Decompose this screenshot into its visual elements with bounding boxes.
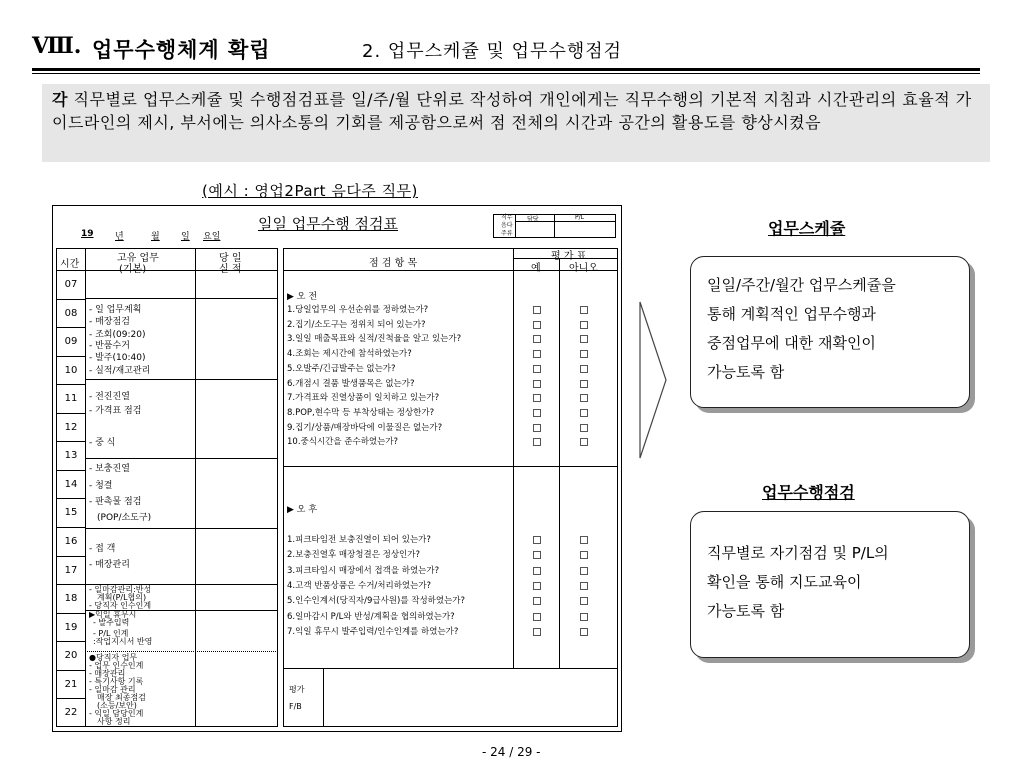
check-item: 10.중식시간을 준수하였는가?	[287, 437, 399, 448]
hour-cell: 19	[64, 621, 78, 633]
checkbox-yes[interactable]	[533, 365, 541, 373]
checkbox-no[interactable]	[580, 551, 588, 559]
check-item: 6.개점시 결품 발생품목은 없는가?	[287, 378, 415, 389]
col-yes: 예	[531, 263, 541, 274]
col-duty-1: 고유 업무	[117, 253, 159, 264]
hour-cell: 15	[64, 507, 78, 519]
checkbox-no[interactable]	[580, 306, 588, 314]
pm-label: ▶ 오 후	[287, 505, 318, 515]
checkbox-no[interactable]	[580, 409, 588, 417]
check-item: 7.익일 휴무시 발주입력/인수인계를 하였는가?	[287, 626, 459, 637]
hour-cell: 20	[64, 650, 78, 662]
duty-item: - 조회(09:20)	[89, 330, 146, 340]
approval-label-2: 음다	[501, 222, 513, 229]
hour-cell: 12	[64, 421, 78, 433]
checkbox-no[interactable]	[580, 424, 588, 432]
check-item: 8.POP,현수막 등 부착상태는 정상한가?	[287, 407, 435, 418]
form-date-weekday: 요일	[203, 232, 221, 242]
duty-item: (소등/보안)	[97, 701, 137, 710]
section-roman-numeral: Ⅷ.	[32, 33, 82, 59]
duty-item: - 매장관리	[89, 669, 126, 678]
col-result-2: 실 적	[219, 264, 242, 275]
checkbox-yes[interactable]	[533, 536, 541, 544]
col-result-1: 당 일	[219, 253, 242, 264]
schedule-line: 통해 계획적인 업무수행과	[707, 305, 876, 323]
header-rule	[32, 68, 980, 71]
duty-item: 사항 정리	[97, 717, 131, 726]
schedule-line: 가능토록 함	[707, 363, 785, 381]
check-item: 6.일마감시 P/L와 반성/계획을 협의하였는가?	[287, 611, 455, 622]
checkbox-yes[interactable]	[533, 394, 541, 402]
col-duty-2: (기본)	[119, 264, 147, 275]
approval-col-pl: P/L	[575, 214, 584, 221]
check-item: 2.보충진열후 매장청결은 정상인가?	[287, 550, 420, 561]
check-item: 1.피크타임전 보충진열이 되어 있는가?	[287, 535, 431, 545]
duty-item: :작업지시서 반영	[93, 637, 153, 646]
header-rule-thin	[32, 73, 980, 74]
checkbox-yes[interactable]	[533, 438, 541, 446]
hour-cell: 07	[64, 279, 78, 290]
check-item: 4.고객 반품상품은 수거/처리하였는가?	[287, 580, 432, 591]
hour-cell: 17	[64, 564, 78, 576]
duty-item: - 발주입력	[93, 618, 130, 627]
duty-item: ●당직자 업무	[89, 653, 138, 662]
checkbox-yes[interactable]	[533, 380, 541, 388]
page-number: - 24 / 29 -	[482, 745, 541, 759]
duty-item: - 보충진열	[89, 464, 130, 474]
duty-item: - 가격표 점검	[89, 406, 142, 416]
hour-cell: 09	[64, 336, 78, 348]
duty-item: 계획(P/L협의)	[97, 593, 147, 602]
duty-item: - 일마감 관리	[89, 685, 136, 694]
check-item: 5.인수인계서(당직자/9급사원)를 작성하였는가?	[287, 596, 466, 607]
approval-label-3: 주류	[501, 230, 513, 237]
checkbox-no[interactable]	[580, 380, 588, 388]
hour-cell: 21	[64, 678, 78, 690]
hour-cell: 14	[64, 478, 78, 490]
example-label: (예시 : 영업2Part 음다주 직무)	[202, 182, 418, 200]
form-date-day: 일	[181, 232, 190, 242]
checkbox-no[interactable]	[580, 350, 588, 358]
duty-item: - 발주(10:40)	[89, 353, 146, 363]
schedule-line: 일일/주간/월간 업무스케쥴을	[707, 276, 896, 294]
check-item: 3.일일 매출목표와 실적/진척율을 알고 있는가?	[287, 334, 462, 345]
schedule-title: 업무스케쥴	[768, 219, 846, 238]
hour-cell: 18	[64, 593, 78, 605]
checkbox-no[interactable]	[580, 628, 588, 636]
check-item: 2.집기/소도구는 정위치 되어 있는가?	[287, 319, 426, 330]
checkbox-no[interactable]	[580, 536, 588, 544]
check-item: 9.집기/상품/매장바닥에 이물질은 없는가?	[287, 422, 443, 433]
approval-col-staff: 담당	[527, 216, 539, 223]
checkbox-yes[interactable]	[533, 551, 541, 559]
checkbox-yes[interactable]	[533, 306, 541, 314]
hour-cell: 13	[64, 450, 78, 462]
daily-checklist-form	[52, 205, 622, 732]
duty-item: - 중 식	[89, 438, 116, 448]
col-no: 아니오	[569, 263, 598, 274]
checkbox-yes[interactable]	[533, 597, 541, 605]
check-item: 3.피크타임시 매장에서 접객을 하였는가?	[287, 565, 440, 576]
approval-label-1: 직무	[501, 214, 513, 221]
checkbox-yes[interactable]	[533, 321, 541, 329]
checkbox-yes[interactable]	[533, 567, 541, 575]
checkbox-yes[interactable]	[533, 350, 541, 358]
am-label: ▶ 오 전	[287, 292, 318, 302]
duty-item: - 익일 담당인계	[89, 709, 144, 718]
duty-item: - 당직자 인수인계	[89, 601, 152, 610]
section-title: 업무수행체계 확립	[92, 38, 271, 62]
form-title: 일일 업무수행 점검표	[258, 215, 398, 233]
duty-item: ▶익일 휴무시	[89, 610, 137, 619]
duty-item: - P/L 인계	[93, 629, 129, 638]
checkbox-yes[interactable]	[533, 628, 541, 636]
arrow-right-icon	[638, 300, 668, 460]
hour-cell: 10	[64, 364, 78, 376]
form-date-year: 년	[115, 232, 124, 242]
duty-item: - 실적/재고관리	[89, 366, 151, 376]
checkbox-no[interactable]	[580, 567, 588, 575]
duty-item: - 매장점검	[89, 317, 130, 327]
eval-label: 평가	[289, 685, 305, 694]
checkbox-no[interactable]	[580, 394, 588, 402]
duty-item: - 특기사항 기록	[89, 677, 144, 686]
hour-cell: 22	[64, 707, 78, 719]
checkbox-no[interactable]	[580, 335, 588, 343]
form-year: 19	[81, 229, 94, 239]
hour-cell: 11	[64, 393, 78, 405]
checkbox-yes[interactable]	[533, 424, 541, 432]
inspection-line: 확인을 통해 지도교육이	[707, 573, 862, 591]
schedule-line: 중점업무에 대한 재확인이	[707, 334, 876, 352]
inspection-line: 직무별로 자기점검 및 P/L의	[707, 544, 889, 562]
checkbox-no[interactable]	[580, 438, 588, 446]
check-item: 1.당일업무의 우선순위를 정하였는가?	[287, 305, 429, 315]
duty-item: - 청결	[89, 481, 113, 491]
duty-item: - 업무 인수인계	[89, 661, 144, 670]
duty-item: - 일마감관리:반성	[89, 585, 152, 594]
check-item: 4.조회는 제시간에 참석하였는가?	[287, 349, 412, 360]
duty-item: - 접 객	[89, 544, 116, 554]
hour-cell: 08	[64, 307, 78, 319]
inspection-line: 가능토록 함	[707, 602, 785, 620]
form-date-month: 월	[151, 232, 160, 242]
summary-lead: 각	[52, 90, 68, 109]
col-time: 시간	[60, 259, 80, 270]
checkbox-no[interactable]	[580, 582, 588, 590]
check-item: 7.가격표와 진열상품이 일치하고 있는가?	[287, 393, 440, 404]
checkbox-no[interactable]	[580, 321, 588, 329]
duty-item: 매장 최종점검	[97, 693, 146, 702]
checkbox-yes[interactable]	[533, 613, 541, 621]
duty-item: - 반품수거	[89, 341, 130, 351]
fb-label: F/B	[289, 702, 302, 711]
checkbox-yes[interactable]	[533, 409, 541, 417]
duty-item: - 판촉물 점검	[89, 497, 142, 507]
section-subtitle: 2. 업무스케쥴 및 업무수행점검	[362, 41, 622, 62]
checkbox-no[interactable]	[580, 597, 588, 605]
inspection-title: 업무수행점검	[762, 483, 855, 502]
summary-text: 직무별로 업무스케쥴 및 수행점검표를 일/주/월 단위로 작성하여 개인에게는 직무수행의 기본적 지침과 시간관리의 효율적 가이드라인의 제시, 부서에는 의사소통의 기회를 제공함으로써 점 전체의 시간과 공간의 활용도를 향상시켰음	[52, 90, 972, 132]
checkbox-no[interactable]	[580, 613, 588, 621]
check-item: 5.오발주/긴급발주는 없는가?	[287, 363, 396, 374]
duty-item: - 일 업무계획	[89, 305, 142, 315]
checkbox-yes[interactable]	[533, 582, 541, 590]
col-check-items: 점 검 항 목	[369, 258, 418, 269]
duty-item: (POP/소도구)	[97, 513, 152, 523]
col-eval: 평 가 표	[551, 251, 587, 262]
duty-item: - 매장관리	[89, 560, 130, 570]
checkbox-no[interactable]	[580, 365, 588, 373]
duty-item: - 전진진열	[89, 392, 130, 402]
inspection-card	[690, 511, 970, 658]
checkbox-yes[interactable]	[533, 335, 541, 343]
hour-cell: 16	[64, 536, 78, 548]
schedule-card	[690, 256, 970, 408]
summary-box	[42, 84, 990, 162]
